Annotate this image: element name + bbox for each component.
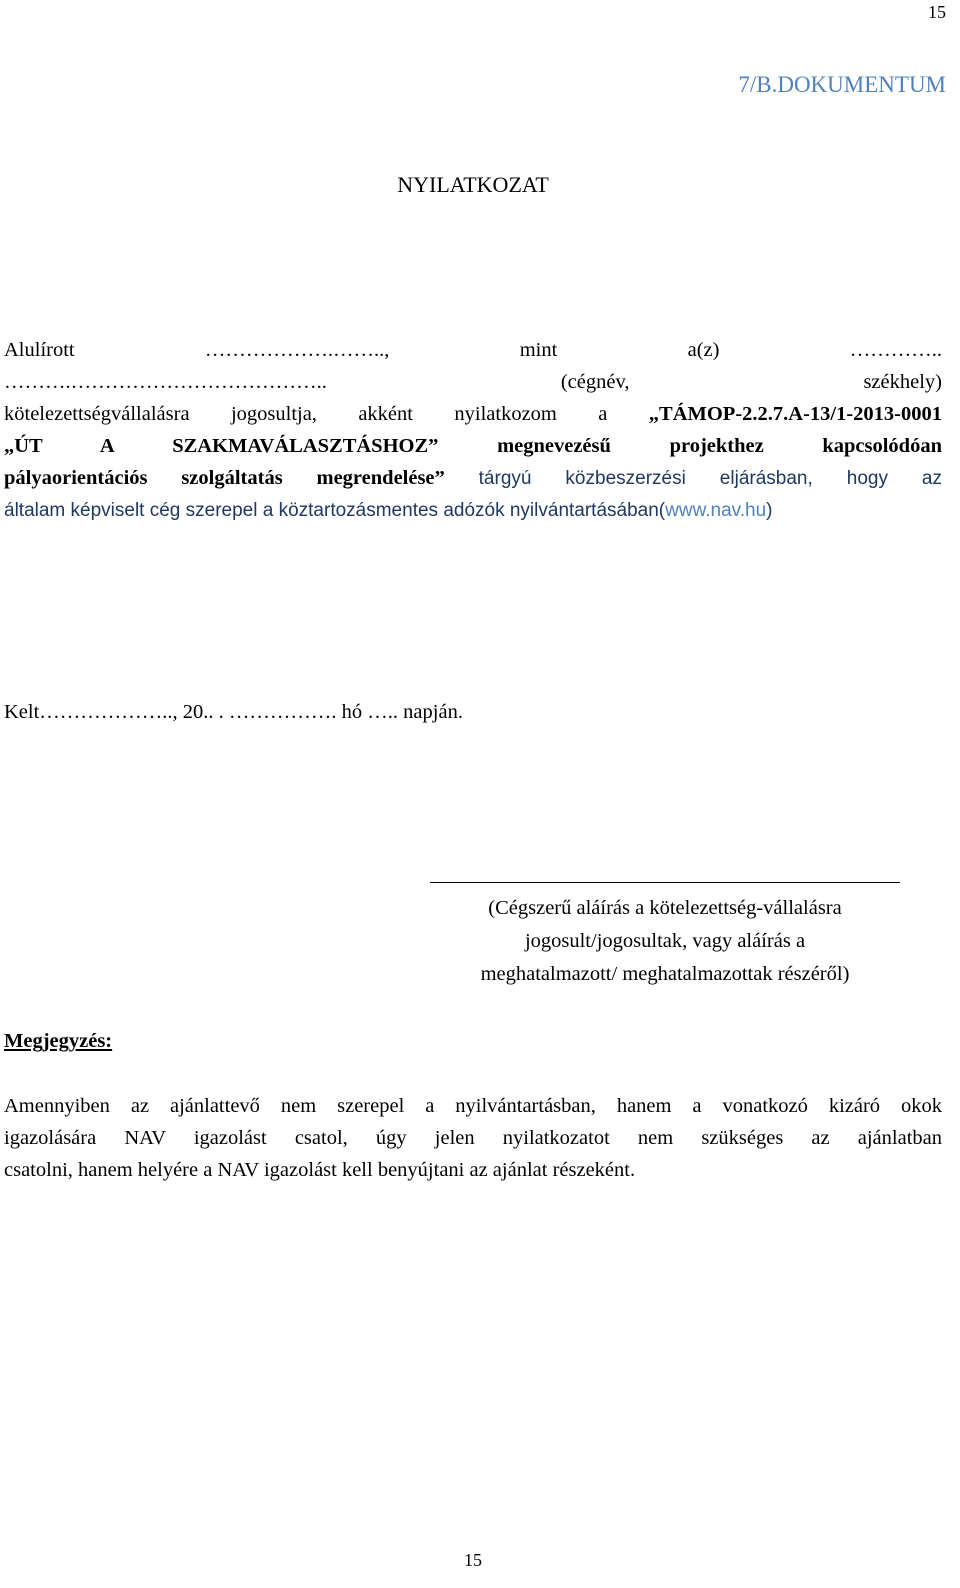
declaration-line-6 [4, 494, 942, 526]
page-title: NYILATKOZAT [397, 172, 549, 197]
declaration-text: tárgyú közbeszerzési eljárásban, hogy az [478, 468, 943, 489]
note-heading: Megjegyzés: [4, 1030, 113, 1052]
page-number-bottom: 15 [464, 1550, 482, 1570]
signature-caption-line: jogosult/jogosultak, vagy aláírás a [524, 930, 806, 952]
note-paragraph [4, 1090, 942, 1186]
declaration-word: a(z) [687, 339, 720, 361]
declaration-text: általam képviselt cég szerepel a köztartozásmentes adózók nyilvántartásában [4, 500, 659, 521]
declaration-line-3 [4, 398, 942, 430]
fill-in-blank: ……….……………………………….. [4, 371, 327, 393]
project-description: megnevezésű projekthez kapcsolódóan [497, 435, 942, 457]
fill-in-blank: ……………….…….., [204, 339, 390, 361]
procurement-subject: pályaorientációs szolgáltatás megrendelése” [4, 467, 445, 489]
note-line: igazolására NAV igazolást csatol, úgy jelen nyilatkozatot nem szükséges az ajánlatban [4, 1127, 942, 1149]
project-name: „ÚT A SZAKMAVÁLASZTÁSHOZ” [4, 435, 439, 457]
note-line: Amennyiben az ajánlattevő nem szerepel a nyilvántartásban, hanem a vonatkozó kizáró okok [4, 1095, 942, 1117]
fill-in-blank: ………….. [849, 339, 942, 361]
document-label: 7/B.DOKUMENTUM [738, 72, 946, 97]
signature-caption-line: (Cégszerű aláírás a kötelezettség-vállalásra [488, 897, 842, 919]
nav-link[interactable]: www.nav.hu [665, 500, 767, 521]
declaration-line-2 [4, 366, 942, 398]
signature-line [430, 882, 900, 883]
note-line: csatolni, hanem helyére a NAV igazolást kell benyújtani az ajánlat részeként. [4, 1159, 636, 1181]
page-number-top: 15 [928, 2, 946, 22]
date-line: Kelt……………….., 20.. . ……………. hó ….. napján. [4, 701, 463, 723]
paren: ) [766, 500, 773, 521]
declaration-line-4 [4, 430, 942, 462]
declaration-text: kötelezettségvállalásra jogosultja, akként nyilatkozom a [4, 403, 608, 425]
declaration-word: (cégnév, [560, 371, 630, 393]
signature-caption [420, 892, 910, 991]
signature-caption-line: meghatalmazott/ meghatalmazottak részéről) [480, 963, 850, 985]
project-code: „TÁMOP-2.2.7.A-13/1-2013-0001 [648, 403, 943, 425]
declaration-line-5 [4, 462, 942, 494]
declaration-paragraph [4, 334, 942, 526]
declaration-word: Alulírott [4, 339, 75, 361]
paren: ( [658, 500, 666, 521]
declaration-word: székhely) [863, 371, 942, 393]
declaration-line-1 [4, 334, 942, 366]
declaration-word: mint [519, 339, 558, 361]
